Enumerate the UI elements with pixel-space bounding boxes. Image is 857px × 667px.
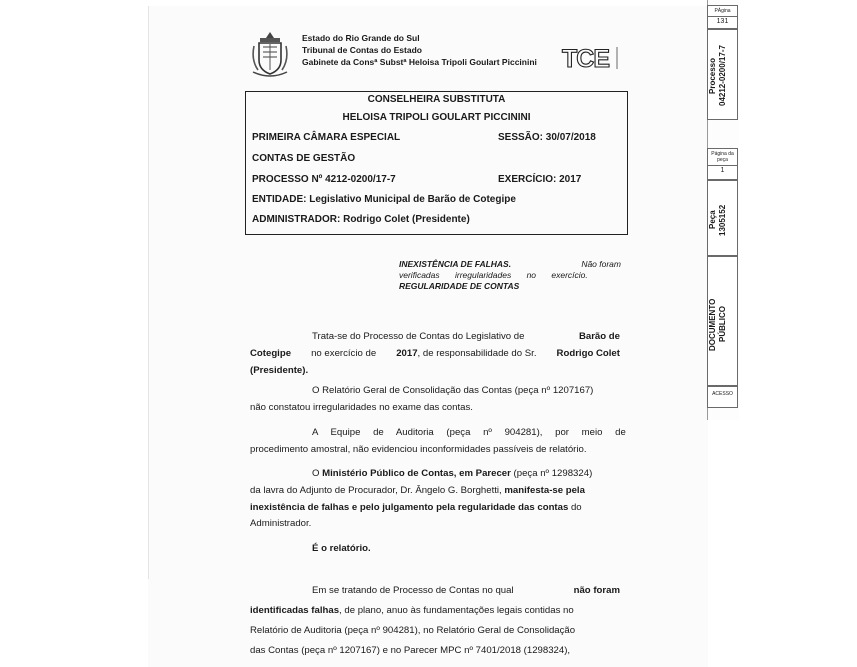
processo-numero: PROCESSO Nº 4212-0200/17-7	[252, 174, 396, 185]
p1-d: no exercício de	[311, 348, 377, 359]
paragraph-1-line-2	[250, 348, 620, 359]
p4-b1: da lavra do Adjunto de Procurador, Dr. Ângelo G. Borghetti,	[250, 485, 502, 496]
processo-stamp	[707, 29, 738, 120]
p5-b2: , de plano, anuo às fundamentações legais contidas no	[339, 605, 574, 616]
paragraph-3-line-1: A Equipe de Auditoria (peça nº 904281), por meio de	[312, 427, 626, 438]
p5-a2: não foram	[573, 585, 620, 596]
p4-b2: manifesta-se pela	[504, 485, 585, 496]
pagina-peca-value: 1	[708, 165, 737, 176]
p4-c2: do	[570, 502, 582, 513]
p4-c1: inexistência de falhas e pelo julgamento pela regularidade das contas	[250, 502, 569, 513]
ementa-line-3: REGULARIDADE DE CONTAS	[399, 281, 520, 291]
peca-stamp	[707, 180, 738, 256]
paragraph-4-line-3	[250, 502, 582, 513]
p1-c: Cotegipe	[250, 348, 292, 359]
tce-logo-text: TCE	[562, 45, 609, 72]
header-gabinete: Gabinete da Consª Substª Heloisa Tripoli Goulart Piccinini	[302, 57, 537, 67]
pagina-peca-label: Página da peça	[711, 151, 734, 163]
p1-f: , de responsabilidade do Sr.	[417, 348, 537, 359]
exercicio: EXERCÍCIO: 2017	[498, 174, 582, 185]
ementa-rest: Não foram	[581, 259, 621, 269]
paragraph-3-line-2: procedimento amostral, não evidenciou inconformidades passíveis de relatório.	[250, 444, 587, 455]
documento-text	[708, 277, 737, 372]
ementa-bold: INEXISTÊNCIA DE FALHAS.	[399, 259, 512, 269]
peca-value: 1305152	[718, 204, 727, 236]
p1-a: Trata-se do Processo de Contas do Legislativo de	[312, 331, 525, 342]
administrador: ADMINISTRADOR: Rodrigo Colet (Presidente)	[252, 214, 470, 225]
p4-a1: O	[312, 468, 320, 479]
pagina-peca-stamp	[707, 148, 738, 180]
p4-a3: (peça nº 1298324)	[513, 468, 593, 479]
pagina-value: 131	[708, 16, 737, 27]
box-title-2: HELOISA TRIPOLI GOULART PICCININI	[342, 112, 531, 123]
box-title-1: CONSELHEIRA SUBSTITUTA	[367, 94, 506, 105]
paragraph-5-line-1	[312, 585, 620, 596]
processo-label: Processo	[708, 57, 717, 95]
camara: PRIMEIRA CÂMARA ESPECIAL	[252, 132, 401, 143]
documento-label: DOCUMENTO	[708, 298, 717, 351]
p1-b: Barão de	[578, 331, 620, 342]
paragraph-4-line-1	[312, 468, 592, 479]
documento-stamp	[707, 256, 738, 386]
peca-text	[708, 189, 737, 251]
ementa-line-1	[399, 259, 621, 269]
acesso-label: ACESSO	[712, 391, 733, 397]
paragraph-4-line-2	[250, 485, 585, 496]
p1-g: Rodrigo Colet	[556, 348, 620, 359]
p1-h: (Presidente).	[250, 365, 309, 376]
header-tribunal: Tribunal de Contas do Estado	[302, 45, 422, 55]
coat-of-arms-icon	[250, 30, 290, 78]
p1-e: 2017	[396, 348, 418, 359]
p5-a1: Em se tratando de Processo de Contas no qual	[312, 585, 514, 596]
page-edge	[148, 6, 149, 579]
processo-value: 04212-0200/17-7	[718, 45, 727, 107]
processo-text	[708, 36, 737, 116]
acesso-stamp	[707, 386, 738, 408]
sessao: SESSÃO: 30/07/2018	[498, 132, 596, 143]
paragraph-5-line-4: das Contas (peça nº 1207167) e no Parecer MPC nº 7401/2018 (1298324),	[250, 645, 571, 656]
p5-b1: identificadas falhas	[250, 605, 340, 616]
process-info-box	[245, 91, 628, 235]
paragraph-2-line-1: O Relatório Geral de Consolidação das Contas (peça nº 1207167)	[312, 385, 594, 396]
tipo-contas: CONTAS DE GESTÃO	[252, 153, 356, 164]
pagina-stamp	[707, 5, 738, 29]
documento-value: PÚBLICO	[718, 306, 727, 343]
paragraph-4-line-4: Administrador.	[250, 518, 312, 529]
entidade: ENTIDADE: Legislativo Municipal de Barão de Cotegipe	[252, 194, 516, 205]
paragraph-2-line-2: não constatou irregularidades no exame das contas.	[250, 402, 473, 413]
paragraph-1-line-1	[312, 331, 620, 342]
paragraph-5-line-2	[250, 605, 574, 616]
relatorio-heading: É o relatório.	[312, 543, 371, 554]
p4-a2: Ministério Público de Contas, em Parecer	[322, 468, 511, 479]
peca-label: Peça	[708, 210, 717, 230]
paragraph-5-line-3: Relatório de Auditoria (peça nº 904281), no Relatório Geral de Consolidação	[250, 625, 576, 636]
pagina-label: PÁgina	[714, 8, 731, 14]
tce-logo	[561, 44, 623, 72]
header-state: Estado do Rio Grande do Sul	[302, 33, 420, 43]
ementa-line-2: verificadas irregularidades no exercício.	[399, 270, 588, 280]
